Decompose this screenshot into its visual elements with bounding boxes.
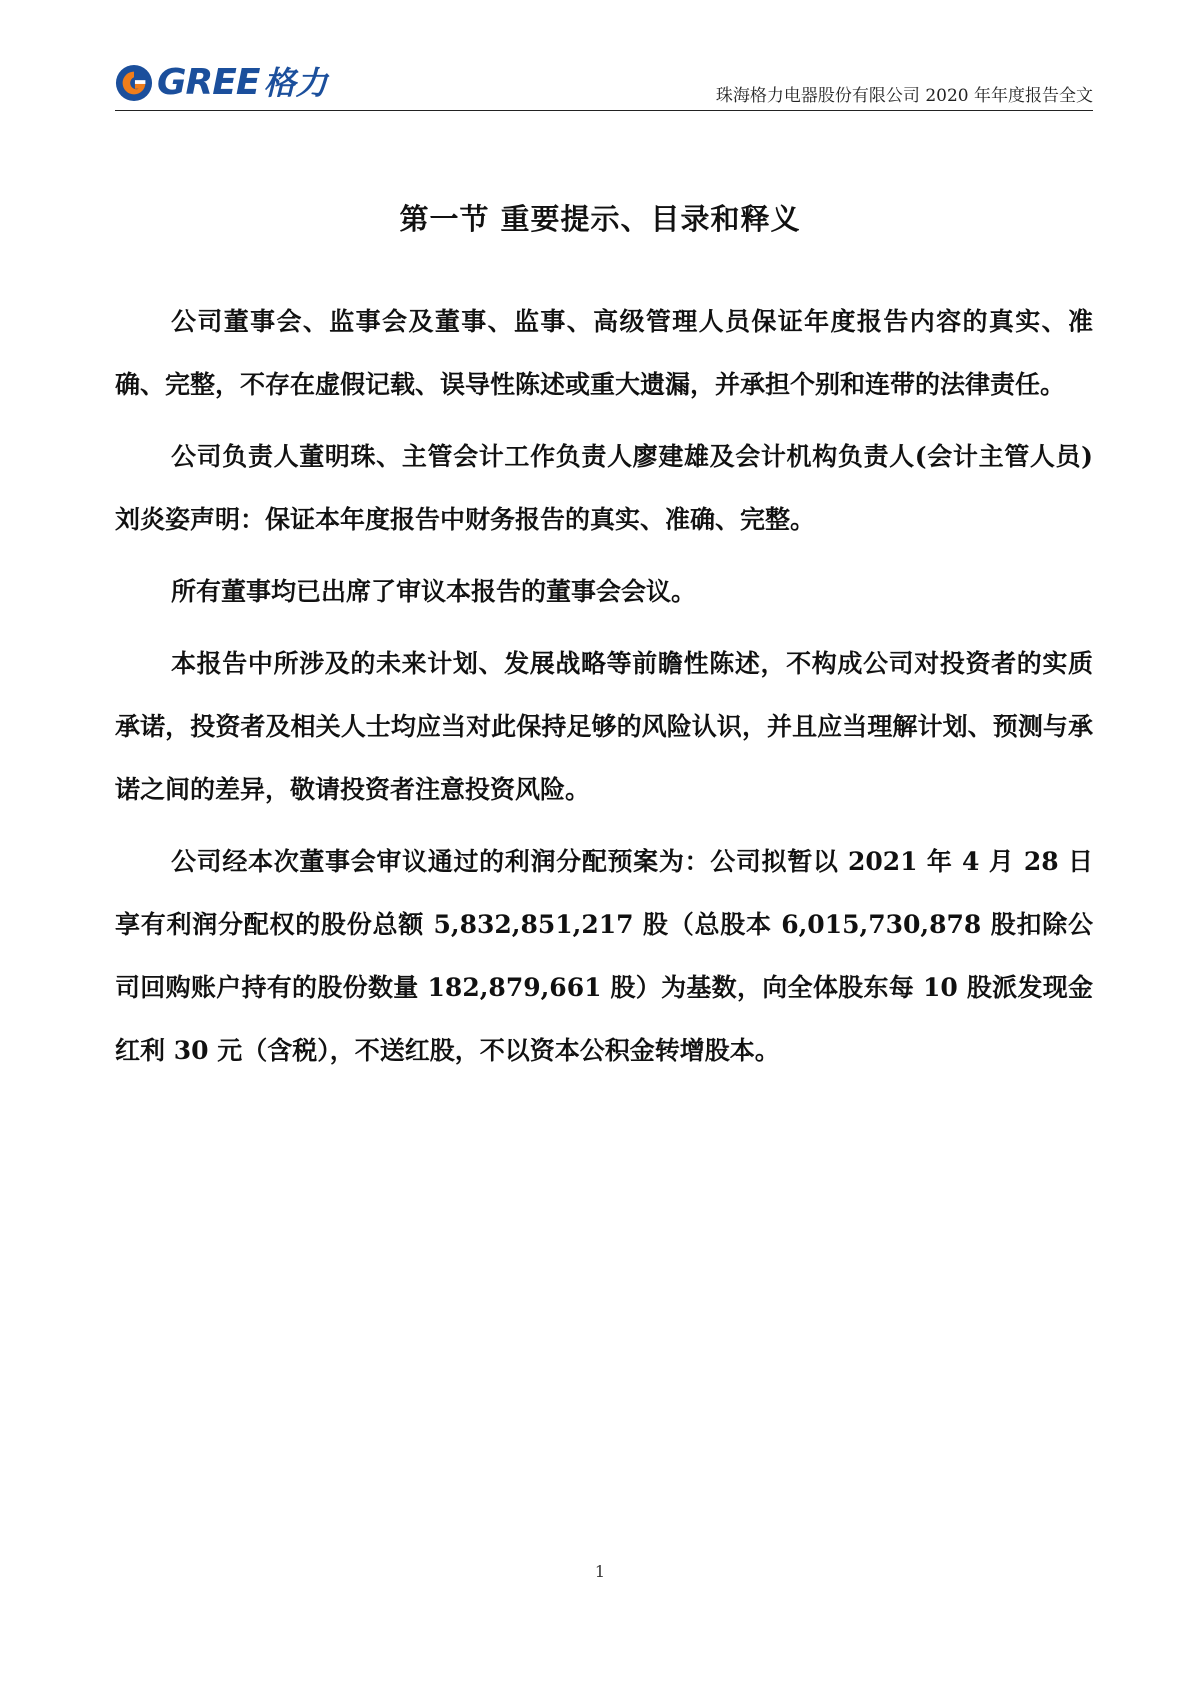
logo-wordmark: GREE: [157, 62, 260, 103]
document-body: [115, 290, 1093, 1091]
gree-logo-icon: [115, 64, 153, 102]
page-number: 1: [594, 1562, 606, 1581]
paragraph-officer-statement: 公司负责人董明珠、主管会计工作负责人廖建雄及会计机构负责人(会计主管人员)刘炎姿声明：保证本年度报告中财务报告的真实、准确、完整。: [115, 442, 1093, 534]
paragraph-profit-distribution: 公司经本次董事会审议通过的利润分配预案为：公司拟暂以 2021 年 4 月 28 日享有利润分配权的股份总额 5,832,851,217 股（总股本 6,015,730,878 股扣除公司回购账户持有的股份数量 182,879,661 股）为基数，向全体股东每 10 股派发现金红利 30 元（含税），不送红股，不以资本公积金转增股本。: [115, 847, 1093, 1065]
page-header: [115, 58, 1093, 111]
logo-chinese-wordmark: 格力: [263, 64, 328, 102]
section-title: 第一节 重要提示、目录和释义: [399, 202, 801, 236]
paragraph-attendance: 所有董事均已出席了审议本报告的董事会会议。: [171, 577, 697, 606]
gree-logo: [115, 60, 327, 106]
report-title: 珠海格力电器股份有限公司 2020 年年度报告全文: [715, 86, 1093, 106]
paragraph-forward-looking: 本报告中所涉及的未来计划、发展战略等前瞻性陈述，不构成公司对投资者的实质承诺，投资者及相关人士均应当对此保持足够的风险认识，并且应当理解计划、预测与承诺之间的差异，敬请投资者注意投资风险。: [115, 649, 1093, 804]
paragraph-board-guarantee: 公司董事会、监事会及董事、监事、高级管理人员保证年度报告内容的真实、准确、完整，不存在虚假记载、误导性陈述或重大遗漏，并承担个别和连带的法律责任。: [115, 307, 1093, 399]
